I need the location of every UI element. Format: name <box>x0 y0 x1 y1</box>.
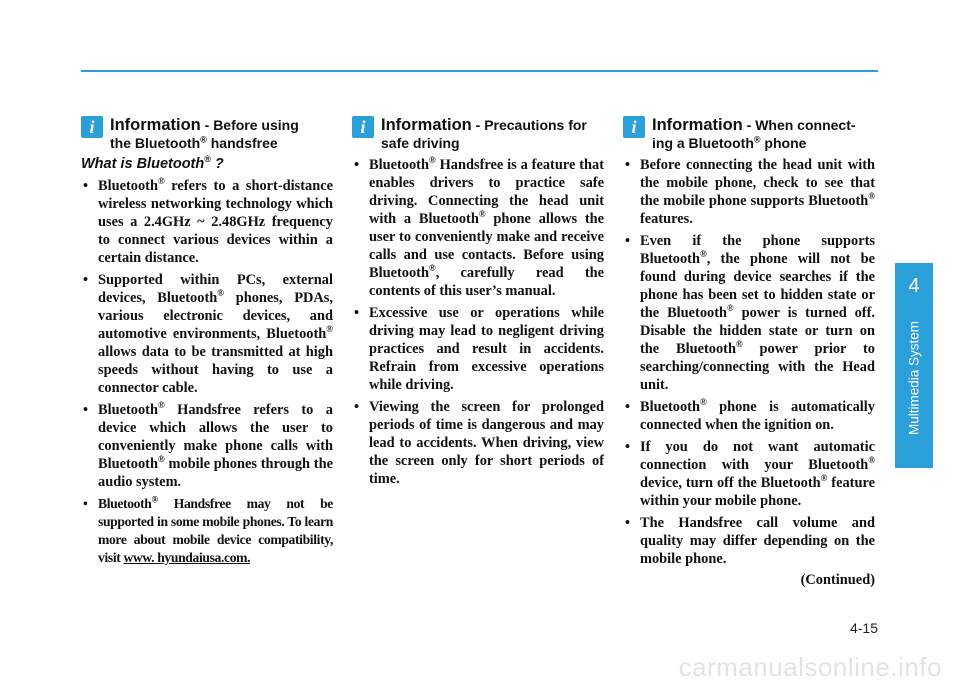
list-item: • Bluetooth® phone is automatically connected when the ignition on. <box>623 398 875 434</box>
list-item: • Even if the phone supports Bluetooth®, the phone will not be found during device searches if the phone has been set to hidden state or the Bluetooth® power is turned off. Disable the hidden state or turn on the Bluetooth® power prior to searching/connecting with the Head unit. <box>623 232 875 394</box>
list-item: • Viewing the screen for prolonged periods of time is dangerous and may lead to accidents. When driving, view the screen only for short periods of time. <box>352 398 604 488</box>
info-title-line2: safe driving <box>381 135 460 151</box>
info-title-line2: ing a Bluetooth® phone <box>652 134 807 151</box>
info-icon: i <box>81 116 103 138</box>
column-precautions <box>352 116 604 492</box>
bullet-list <box>352 156 604 488</box>
list-item: • Bluetooth® refers to a short-distance wireless networking technology which uses a 2.4GHz ~ 2.48GHz frequency to connect various devices within a certain distance. <box>81 177 333 267</box>
column-connecting-phone <box>623 116 875 589</box>
list-item: • Bluetooth® Handsfree is a feature that enables drivers to practice safe driving. Connecting the head unit with a Bluetooth® phone allows the user to conveniently make and receive calls and use contacts. Before using Bluetooth®, carefully read the contents of this user’s manual. <box>352 156 604 300</box>
column-before-using <box>81 116 333 571</box>
info-icon: i <box>352 116 374 138</box>
watermark: carmanualsonline.info <box>678 652 942 682</box>
info-heading-before-using <box>81 116 333 152</box>
list-item: • The Handsfree call volume and quality may differ depending on the mobile phone. <box>623 514 875 568</box>
section-question: What is Bluetooth® ? <box>81 154 224 172</box>
info-title-word: Information <box>110 116 201 134</box>
page-number: 4-15 <box>849 620 878 636</box>
chapter-tab <box>895 263 933 468</box>
list-item: • If you do not want automatic connection with your Bluetooth® device, turn off the Bluetooth® feature within your mobile phone. <box>623 438 875 510</box>
continued-label: (Continued) <box>800 572 875 588</box>
chapter-number: 4 <box>908 275 920 297</box>
bullet-list <box>623 156 875 568</box>
list-item: • Excessive use or operations while driving may lead to negligent driving practices and result in accidents. Refrain from excessive operations while driving. <box>352 304 604 394</box>
chapter-label: Multimedia System <box>906 320 922 436</box>
info-heading-connecting <box>623 116 875 152</box>
top-rule <box>81 70 878 72</box>
info-title-line2: the Bluetooth® handsfree <box>110 134 278 151</box>
hyundai-website-link[interactable]: www. hyundaiusa.com. <box>123 550 251 565</box>
info-icon: i <box>623 116 645 138</box>
list-item: • Supported within PCs, external devices, Bluetooth® phones, PDAs, various electronic devices, and automotive environments, Bluetooth® allows data to be transmitted at high speeds without having to use a connector cable. <box>81 271 333 397</box>
list-item: • Bluetooth® Handsfree may not be supported in some mobile phones. To learn more about mobile device compatibility, visit www. hyundaiusa.com. <box>81 495 333 567</box>
info-title-word: Information <box>652 116 743 134</box>
info-title-sub: - Precautions for <box>471 117 587 133</box>
info-heading-precautions <box>352 116 604 152</box>
bullet-list <box>81 177 333 567</box>
info-title-sub: - When connect- <box>742 117 856 133</box>
list-item: • Bluetooth® Handsfree refers to a device which allows the user to conveniently make phone calls with Bluetooth® mobile phones through the audio system. <box>81 401 333 491</box>
info-title-sub: - Before using <box>200 117 299 133</box>
info-title-word: Information <box>381 116 472 134</box>
list-item: • Before connecting the head unit with the mobile phone, check to see that the mobile phone supports Bluetooth® features. <box>623 156 875 228</box>
